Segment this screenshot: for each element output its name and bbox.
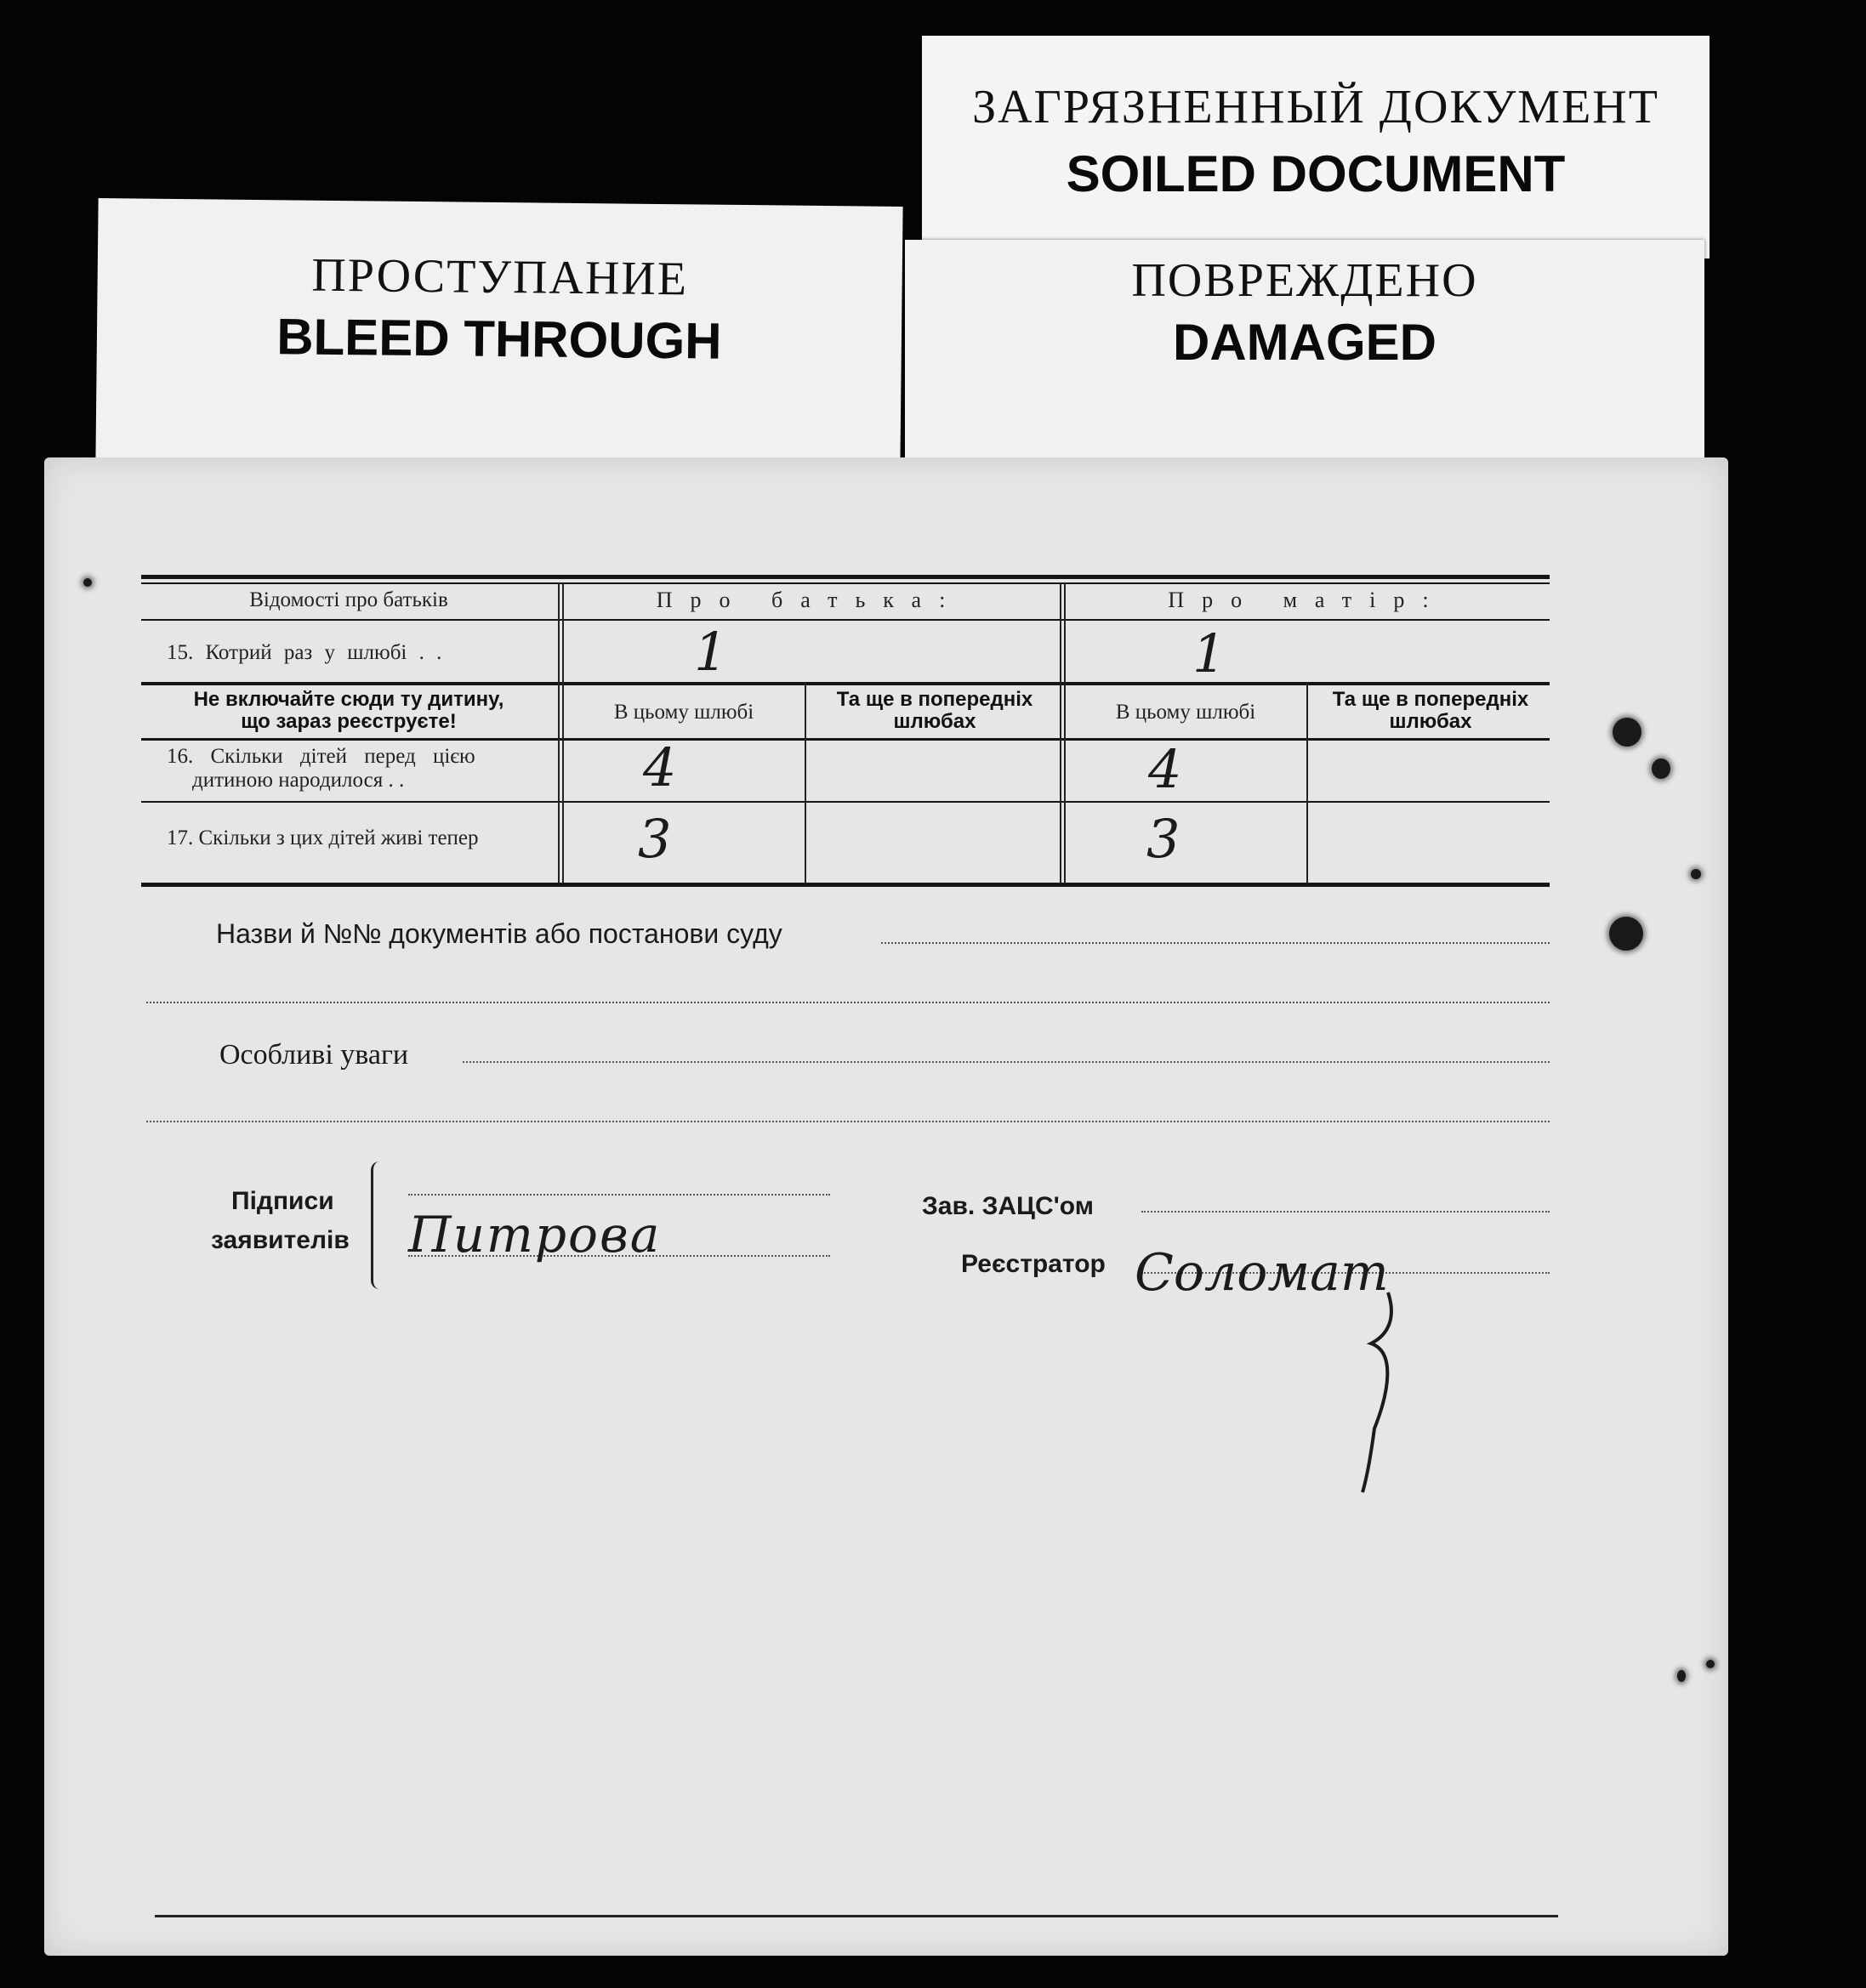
row16-label-1: 16. Скільки дітей перед цією	[167, 745, 475, 768]
bleed-label-ru: ПРОСТУПАНИЕ	[311, 248, 689, 306]
header-parents-info: Відомості про батьків	[249, 588, 448, 611]
signatures-label-1: Підписи	[231, 1187, 334, 1215]
soiled-document-card	[922, 36, 1710, 258]
applicant-signature: Питрова	[408, 1206, 662, 1264]
row17-mother-value: 3	[1146, 808, 1180, 870]
signatures-label-2: заявителів	[211, 1226, 350, 1254]
remarks-label: Особливі уваги	[219, 1039, 409, 1071]
damaged-label-ru: ПОВРЕЖДЕНО	[1131, 254, 1478, 307]
registrar-signature: Соломат	[1135, 1243, 1389, 1303]
note-line-1: Не включайте сюди ту дитину,	[193, 688, 504, 711]
row17-label: 17. Скільки з цих дітей живі тепер	[167, 826, 479, 849]
subheader-mother-prev-1: Та ще в попередніх	[1332, 688, 1529, 711]
subheader-mother-prev-2: шлюбах	[1389, 710, 1472, 733]
registrar-signature-flourish	[1337, 1284, 1439, 1505]
head-signature-line	[1141, 1211, 1550, 1213]
bleed-through-card	[95, 198, 902, 470]
row15-label: 15. Котрий раз у шлюбі . .	[167, 641, 442, 664]
row15-father-value: 1	[694, 621, 728, 683]
subheader-father-this: В цьому шлюбі	[613, 701, 754, 724]
registrar-label: Реєстратор	[961, 1250, 1106, 1278]
soiled-label-en: SOILED DOCUMENT	[1066, 145, 1566, 202]
parents-info-table	[141, 575, 1550, 888]
punch-hole	[1677, 1670, 1686, 1682]
table-divider	[558, 582, 560, 883]
punch-hole	[1613, 718, 1641, 747]
row16-label-2: дитиною народилося . .	[192, 769, 405, 792]
punch-hole	[83, 578, 92, 587]
header-father: Про батька:	[656, 588, 964, 612]
soiled-label-ru: ЗАГРЯЗНЕННЫЙ ДОКУМЕНТ	[972, 81, 1659, 133]
subheader-father-prev-1: Та ще в попередніх	[836, 688, 1033, 711]
punch-hole	[1609, 917, 1643, 951]
head-label: Зав. ЗАЦС'ом	[922, 1192, 1094, 1220]
signatures-brace	[371, 1162, 385, 1289]
documents-label: Назви й №№ документів або постанови суду	[216, 918, 782, 949]
punch-hole	[1691, 869, 1701, 879]
bleed-label-en: BLEED THROUGH	[276, 308, 722, 370]
subheader-mother-this: В цьому шлюбі	[1115, 701, 1256, 724]
table-divider	[1060, 582, 1061, 883]
row17-father-value: 3	[638, 808, 672, 870]
damaged-label-en: DAMAGED	[1173, 314, 1436, 371]
remarks-line-2	[146, 1121, 1550, 1122]
note-line-2: що зараз реєструєте!	[241, 710, 457, 733]
row16-mother-value: 4	[1148, 738, 1182, 800]
subheader-father-prev-2: шлюбах	[893, 710, 976, 733]
remarks-line	[463, 1061, 1550, 1063]
table-divider	[1306, 682, 1308, 883]
bottom-rule	[155, 1915, 1558, 1917]
header-mother: Про матір:	[1168, 588, 1447, 612]
documents-line	[881, 942, 1550, 944]
document-sheet	[44, 457, 1728, 1956]
row16-father-value: 4	[643, 736, 677, 798]
table-divider	[805, 682, 806, 883]
row15-mother-value: 1	[1192, 622, 1226, 684]
documents-line-2	[146, 1002, 1550, 1003]
damaged-card	[905, 240, 1704, 466]
punch-hole	[1706, 1660, 1715, 1668]
applicant-signature-line-1	[408, 1194, 830, 1196]
punch-hole	[1652, 758, 1670, 779]
